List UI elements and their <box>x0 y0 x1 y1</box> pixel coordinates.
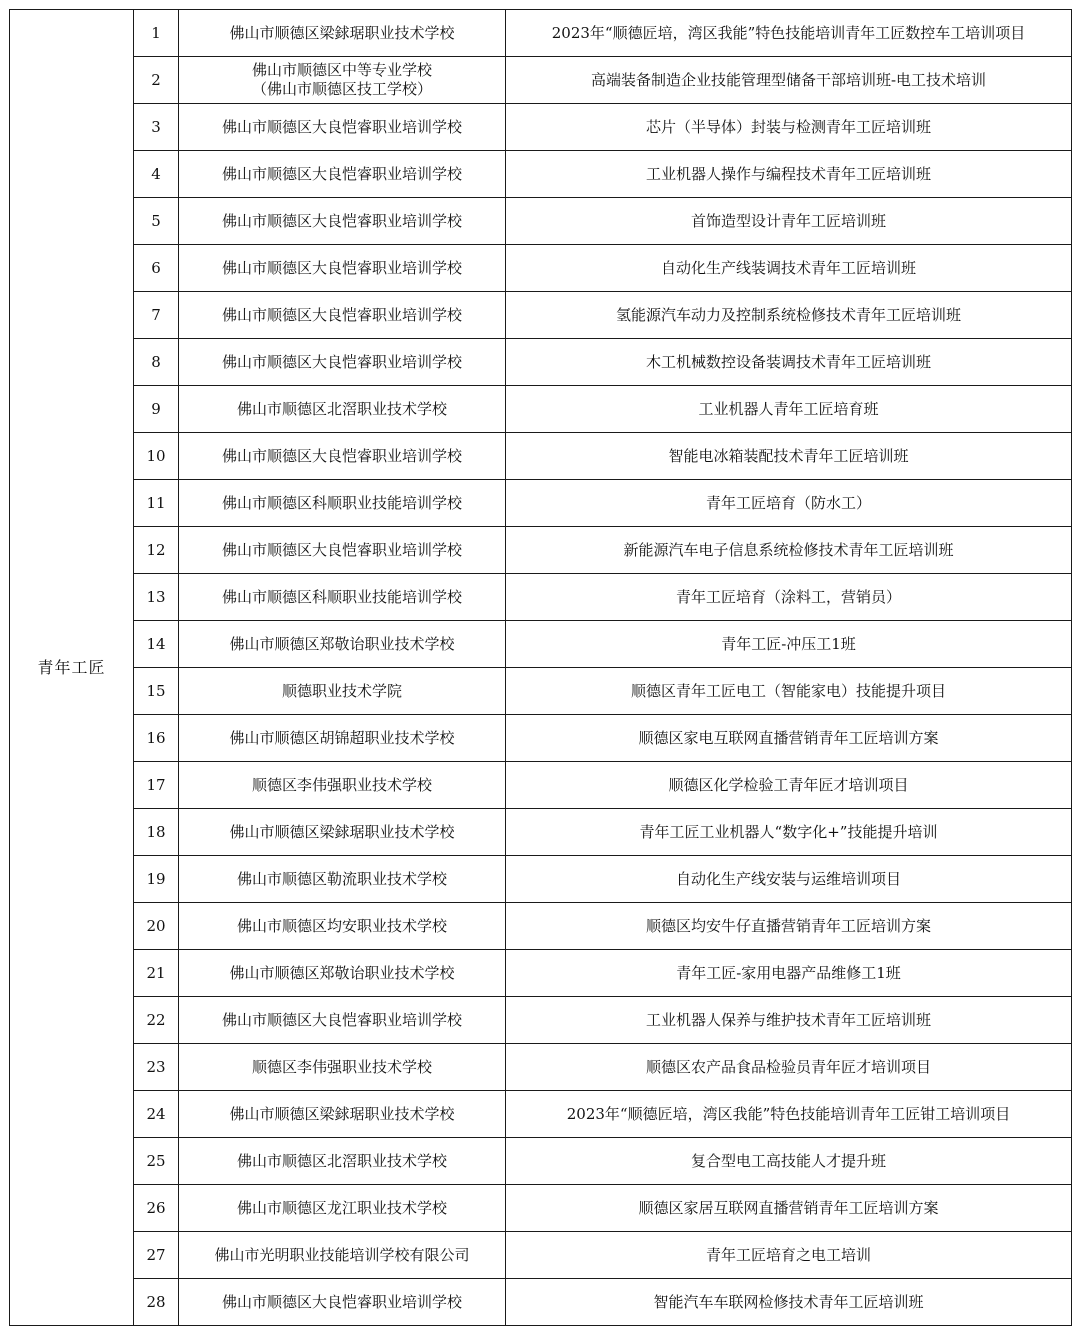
table-row <box>10 1091 1072 1138</box>
school-cell <box>179 1279 506 1326</box>
project-name: 木工机械数控设备装调技术青年工匠培训班 <box>506 339 1072 386</box>
project-name: 顺德区青年工匠电工（智能家电）技能提升项目 <box>506 668 1072 715</box>
table-row <box>10 856 1072 903</box>
table-row <box>10 386 1072 433</box>
table-row <box>10 292 1072 339</box>
project-name: 工业机器人青年工匠培育班 <box>506 386 1072 433</box>
table-row <box>10 433 1072 480</box>
school-cell <box>179 245 506 292</box>
school-cell <box>179 950 506 997</box>
school-name-line: 佛山市顺德区大良恺睿职业培训学校 <box>221 258 462 277</box>
school-cell <box>179 1091 506 1138</box>
school-cell <box>179 1185 506 1232</box>
school-name-line: 佛山市顺德区梁銶琚职业技术学校 <box>229 822 455 841</box>
school-name-line: 佛山市顺德区大良恺睿职业培训学校 <box>221 117 462 136</box>
school-name-line: 佛山市顺德区郑敬诒职业技术学校 <box>229 963 455 982</box>
school-cell <box>179 433 506 480</box>
row-number: 5 <box>134 198 179 245</box>
school-name-line: 佛山市顺德区均安职业技术学校 <box>236 916 447 935</box>
school-name-line: 佛山市顺德区梁銶琚职业技术学校 <box>229 23 455 42</box>
table-row <box>10 1044 1072 1091</box>
row-number: 26 <box>134 1185 179 1232</box>
school-cell <box>179 198 506 245</box>
table-row <box>10 151 1072 198</box>
row-number: 19 <box>134 856 179 903</box>
school-cell <box>179 1232 506 1279</box>
table-row <box>10 809 1072 856</box>
row-number: 7 <box>134 292 179 339</box>
table-row <box>10 1232 1072 1279</box>
project-name: 芯片（半导体）封装与检测青年工匠培训班 <box>506 104 1072 151</box>
project-name: 工业机器人保养与维护技术青年工匠培训班 <box>506 997 1072 1044</box>
school-cell <box>179 292 506 339</box>
school-cell <box>179 1044 506 1091</box>
table-row <box>10 621 1072 668</box>
school-name-line: 佛山市顺德区大良恺睿职业培训学校 <box>221 446 462 465</box>
row-number: 16 <box>134 715 179 762</box>
project-name: 2023年“顺德匠培，湾区我能”特色技能培训青年工匠数控车工培训项目 <box>506 10 1072 57</box>
row-number: 27 <box>134 1232 179 1279</box>
school-cell <box>179 386 506 433</box>
table-row <box>10 1279 1072 1326</box>
row-number: 28 <box>134 1279 179 1326</box>
row-number: 25 <box>134 1138 179 1185</box>
school-name-line: 佛山市顺德区大良恺睿职业培训学校 <box>221 352 462 371</box>
school-cell <box>179 668 506 715</box>
project-name: 顺德区均安牛仔直播营销青年工匠培训方案 <box>506 903 1072 950</box>
table-row <box>10 57 1072 104</box>
school-cell <box>179 856 506 903</box>
school-name-line: 顺德区李伟强职业技术学校 <box>251 1057 432 1076</box>
school-name-line: 佛山市顺德区梁銶琚职业技术学校 <box>229 1104 455 1123</box>
table-row <box>10 715 1072 762</box>
table-row <box>10 762 1072 809</box>
school-name-line: 佛山市顺德区勒流职业技术学校 <box>236 869 447 888</box>
table-row <box>10 10 1072 57</box>
row-number: 23 <box>134 1044 179 1091</box>
school-name-line: 佛山市顺德区北滘职业技术学校 <box>236 399 447 418</box>
school-cell <box>179 151 506 198</box>
school-name-line: 佛山市顺德区科顺职业技能培训学校 <box>221 587 462 606</box>
row-number: 20 <box>134 903 179 950</box>
school-name-line: 佛山市顺德区大良恺睿职业培训学校 <box>221 1292 462 1311</box>
row-number: 15 <box>134 668 179 715</box>
school-name-line: 顺德区李伟强职业技术学校 <box>251 775 432 794</box>
project-name: 首饰造型设计青年工匠培训班 <box>506 198 1072 245</box>
table-body <box>10 10 1072 1326</box>
table-row <box>10 950 1072 997</box>
school-name-line: 佛山市顺德区郑敬诒职业技术学校 <box>229 634 455 653</box>
table-row <box>10 1138 1072 1185</box>
school-name-line: 佛山市顺德区大良恺睿职业培训学校 <box>221 1010 462 1029</box>
row-number: 2 <box>134 57 179 104</box>
school-cell <box>179 997 506 1044</box>
school-name-line: 顺德职业技术学院 <box>281 681 402 700</box>
school-name-line: 佛山市顺德区大良恺睿职业培训学校 <box>221 305 462 324</box>
school-cell <box>179 574 506 621</box>
school-cell <box>179 10 506 57</box>
project-name: 高端装备制造企业技能管理型储备干部培训班-电工技术培训 <box>506 57 1072 104</box>
category-cell: 青年工匠 <box>10 10 134 1326</box>
table-row <box>10 198 1072 245</box>
table-row <box>10 997 1072 1044</box>
project-name: 智能电冰箱装配技术青年工匠培训班 <box>506 433 1072 480</box>
table-row <box>10 104 1072 151</box>
project-name: 青年工匠培育（涂料工，营销员） <box>506 574 1072 621</box>
school-name-line: 佛山市顺德区科顺职业技能培训学校 <box>221 493 462 512</box>
project-name: 智能汽车车联网检修技术青年工匠培训班 <box>506 1279 1072 1326</box>
training-projects-table <box>9 9 1072 1326</box>
school-cell <box>179 104 506 151</box>
project-name: 顺德区化学检验工青年匠才培训项目 <box>506 762 1072 809</box>
school-cell <box>179 57 506 104</box>
row-number: 11 <box>134 480 179 527</box>
table-row <box>10 245 1072 292</box>
school-name-line: 佛山市顺德区大良恺睿职业培训学校 <box>221 540 462 559</box>
school-name-line: 佛山市顺德区大良恺睿职业培训学校 <box>221 211 462 230</box>
school-name-line: 佛山市顺德区大良恺睿职业培训学校 <box>221 164 462 183</box>
row-number: 4 <box>134 151 179 198</box>
school-cell <box>179 527 506 574</box>
row-number: 14 <box>134 621 179 668</box>
table-row <box>10 339 1072 386</box>
school-cell <box>179 1138 506 1185</box>
table-row <box>10 527 1072 574</box>
table-row <box>10 574 1072 621</box>
school-cell <box>179 809 506 856</box>
project-name: 自动化生产线安装与运维培训项目 <box>506 856 1072 903</box>
project-name: 青年工匠-冲压工1班 <box>506 621 1072 668</box>
school-name-line: 佛山市顺德区胡锦超职业技术学校 <box>229 728 455 747</box>
school-cell <box>179 903 506 950</box>
row-number: 17 <box>134 762 179 809</box>
school-name-line: 佛山市顺德区中等专业学校 <box>251 61 432 79</box>
project-name: 新能源汽车电子信息系统检修技术青年工匠培训班 <box>506 527 1072 574</box>
project-name: 青年工匠工业机器人“数字化+”技能提升培训 <box>506 809 1072 856</box>
row-number: 10 <box>134 433 179 480</box>
school-name-line: 佛山市光明职业技能培训学校有限公司 <box>214 1245 470 1264</box>
school-name-line: （佛山市顺德区技工学校） <box>251 80 432 98</box>
row-number: 24 <box>134 1091 179 1138</box>
project-name: 复合型电工高技能人才提升班 <box>506 1138 1072 1185</box>
project-name: 青年工匠培育之电工培训 <box>506 1232 1072 1279</box>
row-number: 8 <box>134 339 179 386</box>
project-name: 氢能源汽车动力及控制系统检修技术青年工匠培训班 <box>506 292 1072 339</box>
school-name-line: 佛山市顺德区北滘职业技术学校 <box>236 1151 447 1170</box>
row-number: 22 <box>134 997 179 1044</box>
project-name: 顺德区家居互联网直播营销青年工匠培训方案 <box>506 1185 1072 1232</box>
project-name: 工业机器人操作与编程技术青年工匠培训班 <box>506 151 1072 198</box>
table-row <box>10 1185 1072 1232</box>
row-number: 3 <box>134 104 179 151</box>
row-number: 18 <box>134 809 179 856</box>
table-row <box>10 903 1072 950</box>
table-row <box>10 668 1072 715</box>
project-name: 青年工匠-家用电器产品维修工1班 <box>506 950 1072 997</box>
school-cell <box>179 339 506 386</box>
school-cell <box>179 480 506 527</box>
row-number: 12 <box>134 527 179 574</box>
school-cell <box>179 715 506 762</box>
row-number: 1 <box>134 10 179 57</box>
project-name: 青年工匠培育（防水工） <box>506 480 1072 527</box>
school-cell <box>179 762 506 809</box>
row-number: 9 <box>134 386 179 433</box>
project-name: 顺德区农产品食品检验员青年匠才培训项目 <box>506 1044 1072 1091</box>
project-name: 自动化生产线装调技术青年工匠培训班 <box>506 245 1072 292</box>
row-number: 6 <box>134 245 179 292</box>
project-name: 顺德区家电互联网直播营销青年工匠培训方案 <box>506 715 1072 762</box>
school-cell <box>179 621 506 668</box>
table-row <box>10 480 1072 527</box>
project-name: 2023年“顺德匠培，湾区我能”特色技能培训青年工匠钳工培训项目 <box>506 1091 1072 1138</box>
school-name-line: 佛山市顺德区龙江职业技术学校 <box>236 1198 447 1217</box>
row-number: 13 <box>134 574 179 621</box>
row-number: 21 <box>134 950 179 997</box>
